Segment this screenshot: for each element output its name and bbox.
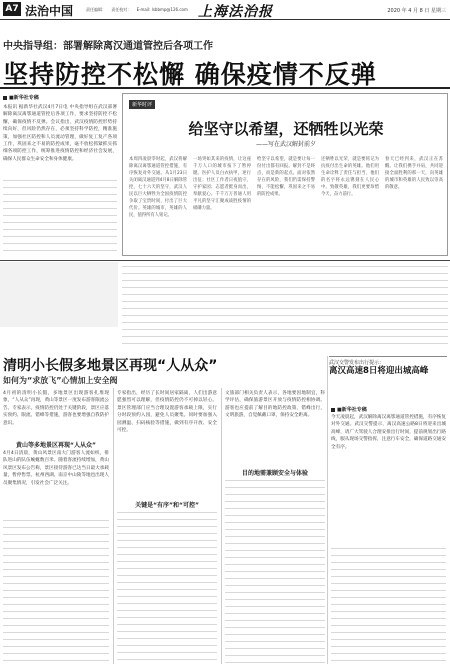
feature-tag: 新华时评 xyxy=(129,100,155,109)
masthead-meta xyxy=(86,7,192,13)
meta-editor: 责任编辑： xyxy=(86,7,106,12)
side-news-box xyxy=(329,356,447,402)
lower-story-body-1: 4月4日清晨，黄山风景区南大门游客人流如织，排队进山的队伍蜿蜒数百米。随着客流持续增加，黄山风景区发布公告称，景区接待游客已达当日最大承载量，暂停售票。杭州西湖、南京中山陵等地也出现人员聚集情况，引发社会广泛关注。 xyxy=(3,451,109,486)
side-news-kicker: 武汉交警发布出行提示： xyxy=(329,360,385,366)
shaded-text-block xyxy=(0,262,118,327)
top-story-body: 本报讯 据新华社武汉4月7日电 中央指导组在武汉部署解除离汉离鄂通道管控后各项工作，要求坚持防控不松懈，确保疫情不反弹。会议指出，武汉疫情防控形势持续向好，但风险仍然存在，必须坚持科学防控，精准施策，加强社区防控和人员流动管理，做好复工复产各项工作，巩固来之不易的防控成果，毫不放松抓紧抓实抓细各项防控工作，统筹推进疫情防控和经济社会发展，确保人民群众生命安全和身体健康。 xyxy=(3,105,117,162)
side-news-lines xyxy=(331,548,446,664)
lower-story-title: 清明小长假多地景区再现“人从众” xyxy=(3,358,218,374)
feature-title: 给坚守以希望，还牺牲以光荣 xyxy=(188,120,384,138)
middle-divider xyxy=(0,260,450,261)
side-news-body: 今天凌晨起，武汉解除离汉离鄂通道管控措施，有序恢复对外交通。武汉交警提示，离汉高速公路8日将迎来出城高峰，请广大驾驶人合理安排出行时间，提前规划出行路线，服从现场交警指挥，注意行车安全，确保道路交通安全有序。 xyxy=(331,415,446,450)
column-divider xyxy=(327,356,328,664)
section-name: 法治中国 xyxy=(25,4,74,18)
lower-story-subhead-1: 黄山等多地景区再现“人从众” xyxy=(16,442,96,449)
meta-email: E-mail: lsbbmp@126.com xyxy=(136,7,188,12)
lower-col3-lines xyxy=(225,480,325,664)
column-divider xyxy=(221,388,222,664)
feature-column: 本周四凌晨零时起，武汉将解除离汉离鄂通道管控措施，有序恢复对外交通。从1月23日关闭离汉通道到4月8日解除管控，七十六天的坚守，武汉人民以巨大牺牲为全国疫情防控争取了宝贵时间，付出了巨大代价。英雄的城市，英雄的人民，值得所有人铭记。 xyxy=(129,157,187,218)
top-story-byline: ■新华社专稿 xyxy=(3,94,39,101)
feature-column: 一场突如其来的疫情，让这座千万人口的城市按下了暂停键。医护人员白衣执甲，逆行出征；社区工作者日夜值守，守护家园；志愿者挺身而出，奉献爱心。千千万万普通人用平凡的坚守汇聚成战胜疫情的磅礴力量。 xyxy=(193,157,251,211)
top-story-text-continuation xyxy=(3,180,117,254)
masthead xyxy=(0,0,450,20)
mid-text-lines xyxy=(122,266,448,346)
lower-story-subtitle: 如何为“求放飞”心情加上安全阀 xyxy=(3,376,118,385)
lower-story-subhead-3: 目的地需兼顾安全与体验 xyxy=(241,470,308,477)
feature-column: 春天已经到来，武汉正在苏醒。让我们携手并肩，共同迎接全面胜利的那一天，向英雄的城市和英雄的人民致以崇高的敬意。 xyxy=(385,157,443,190)
feature-subtitle: ——写在武汉解封前夕 xyxy=(255,141,316,148)
top-divider xyxy=(0,87,450,89)
lower-story-intro: 4月初的清明小长假，多地景区出现游客扎堆现象，“人从众”再现，黄山等景区一度发布游客限流公告。专家表示，疫情防控仍处于关键阶段，景区应落实预约、限流、错峰等措施，游客也要增强自我防护意识。 xyxy=(3,391,109,426)
page-number: A7 xyxy=(3,2,21,16)
side-news-byline: ■新华社专稿 xyxy=(331,406,367,413)
column-divider xyxy=(113,388,114,664)
paper-logo: 上海法治报 xyxy=(198,4,273,20)
issue-date: 2020 年 4 月 8 日 星期三 xyxy=(387,8,446,14)
top-story-kicker: 中央指导组：部署解除离汉通道管控后各项工作 xyxy=(3,41,213,52)
top-story-headline: 坚持防控不松懈 确保疫情不反弹 xyxy=(3,60,377,89)
lower-col2-lines xyxy=(117,512,217,664)
lower-col1-lines xyxy=(3,520,109,664)
feature-column: 还牺牲以光荣，就是要铭记为抗疫付出生命的英雄。他们用生命诠释了责任与担当，他们的名字将永远镌刻在人民心中。致敬英雄，我们更要珍惜今天，奋力前行。 xyxy=(321,157,379,197)
meta-proofreader: 责任校对： xyxy=(111,7,132,12)
lower-col2-text: 专家指出，经历了长时间居家隔离，人们出游意愿强烈可以理解，但疫情防控仍不可掉以轻心。景区管理部门应当合理设置游客承载上限，实行分时段预约入园，避免人员聚集。同时要加强入园测温、扫码核验等措施，做到有序开放、安全可控。 xyxy=(117,391,217,434)
feature-commentary xyxy=(122,93,448,256)
side-news-headline: 离汉高速8日将迎出城高峰 xyxy=(329,366,429,376)
lower-col3-text: 文旅部门相关负责人表示，各地要因地制宜，科学评估，确保旅游景区开放与疫情防控相协调。游客也应提前了解目的地防控政策，错峰出行，文明旅游，自觉佩戴口罩，保持安全距离。 xyxy=(225,391,325,419)
lower-story-subhead-2: 关键是“有序”和“可控” xyxy=(135,502,199,509)
feature-column: 给坚守以希望，就是要让每一份付出都有回报。解封不是终点，而是新的起点。面对依然存在的风险，我们仍需保持警惕，不能松懈，巩固来之不易的防控成果。 xyxy=(257,157,315,197)
